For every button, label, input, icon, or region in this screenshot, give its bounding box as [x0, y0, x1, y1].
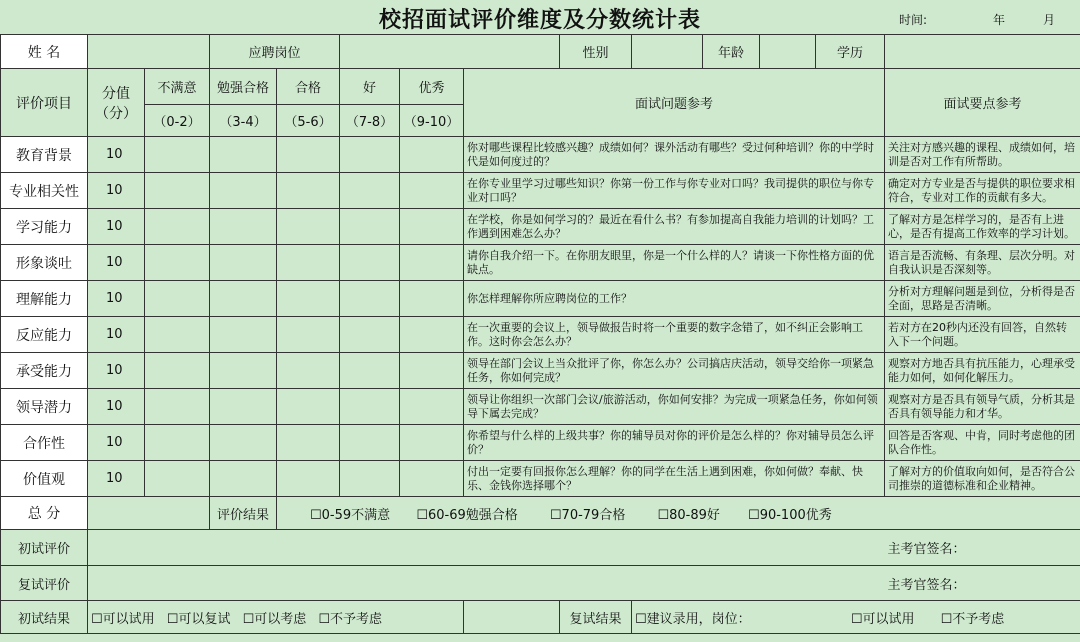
table-row: [1, 281, 1080, 317]
option-good[interactable]: ☐80-89好: [657, 507, 720, 523]
row-score: 10: [88, 425, 145, 461]
score-cell[interactable]: [400, 173, 464, 209]
score-cell[interactable]: [340, 425, 400, 461]
score-header: 分值（分）: [88, 69, 145, 137]
score-cell[interactable]: [400, 137, 464, 173]
score-cell[interactable]: [400, 461, 464, 497]
second-eval-label: 复试评价: [1, 566, 88, 601]
year-label: 年: [993, 13, 1006, 27]
score-cell[interactable]: [145, 137, 210, 173]
row-point: 关注对方感兴趣的课程、成绩如何，培训是否对工作有所帮助。: [885, 137, 1080, 173]
score-cell[interactable]: [145, 461, 210, 497]
good-header: 好: [340, 69, 400, 105]
score-cell[interactable]: [145, 317, 210, 353]
result-label: 评价结果: [210, 497, 277, 530]
score-cell[interactable]: [400, 317, 464, 353]
score-cell[interactable]: [145, 173, 210, 209]
row-score: 10: [88, 137, 145, 173]
score-cell[interactable]: [340, 209, 400, 245]
second-result-label: 复试结果: [560, 601, 632, 634]
row-score: 10: [88, 461, 145, 497]
spacer-cell: [464, 601, 560, 634]
row-point: 了解对方的价值取向如何，是否符合公司推崇的道德标准和企业精神。: [885, 461, 1080, 497]
table-row: [1, 425, 1080, 461]
score-cell[interactable]: [210, 137, 277, 173]
table-row: [1, 245, 1080, 281]
questions-header: 面试问题参考: [464, 69, 885, 137]
row-point: 语言是否流畅、有条理、层次分明。对自我认识是否深刻等。: [885, 245, 1080, 281]
range-2: （3-4）: [210, 105, 277, 137]
score-cell[interactable]: [400, 281, 464, 317]
info-row: [1, 35, 1080, 69]
option-trial[interactable]: ☐可以试用: [91, 611, 155, 627]
row-question: 你希望与什么样的上级共事？你的辅导员对你的评价是怎么样的？你对辅导员怎么评价？: [464, 425, 885, 461]
option-pass[interactable]: ☐70-79合格: [549, 507, 626, 523]
row-point: 观察对方地否具有抗压能力，心理承受能力如何，如何化解压力。: [885, 353, 1080, 389]
title-bar: [0, 0, 1080, 34]
row-question: 在学校，你是如何学习的？最近在看什么书？有参加提高自我能力培训的计划吗？工作遇到困难怎么办？: [464, 209, 885, 245]
score-cell[interactable]: [277, 209, 340, 245]
row-item: 理解能力: [1, 281, 88, 317]
row-score: 10: [88, 317, 145, 353]
score-cell[interactable]: [277, 281, 340, 317]
header-row-1: [1, 69, 1080, 105]
option-retest[interactable]: ☐可以复试: [166, 611, 231, 627]
row-question: 在一次重要的会议上，领导做报告时将一个重要的数字念错了，如不纠正会影响工作。这时你会怎么办？: [464, 317, 885, 353]
score-cell[interactable]: [210, 209, 277, 245]
item-header: 评价项目: [1, 69, 88, 137]
score-cell[interactable]: [210, 173, 277, 209]
score-cell[interactable]: [340, 137, 400, 173]
option-consider[interactable]: ☐可以考虑: [242, 611, 307, 627]
gender-field[interactable]: [632, 35, 703, 69]
row-score: 10: [88, 389, 145, 425]
row-question: 领导让你组织一次部门会议/旅游活动，你如何安排？为完成一项紧急任务，你如何领导下属去完成？: [464, 389, 885, 425]
row-point: 回答是否客观、中肯，同时考虑他的团队合作性。: [885, 425, 1080, 461]
unsat-header: 不满意: [145, 69, 210, 105]
row-question: 你怎样理解你所应聘岗位的工作？: [464, 281, 885, 317]
second-eval-field[interactable]: [88, 566, 885, 601]
score-cell[interactable]: [145, 281, 210, 317]
pass-header: 合格: [277, 69, 340, 105]
row-point: 若对方在20秒内还没有回答，自然转入下一个问题。: [885, 317, 1080, 353]
row-score: 10: [88, 353, 145, 389]
first-result-label: 初试结果: [1, 601, 88, 634]
position-field[interactable]: [340, 35, 560, 69]
row-item: 反应能力: [1, 317, 88, 353]
option-hire[interactable]: ☐建议录用，岗位：: [635, 611, 751, 627]
evaluation-table: [0, 34, 1080, 634]
score-cell[interactable]: [277, 425, 340, 461]
name-field[interactable]: [88, 35, 210, 69]
first-result-options: [88, 601, 464, 634]
range-5: （9-10）: [400, 105, 464, 137]
score-cell[interactable]: [210, 425, 277, 461]
row-item: 领导潜力: [1, 389, 88, 425]
result-options: [277, 497, 1080, 530]
score-cell[interactable]: [340, 245, 400, 281]
range-1: （0-2）: [145, 105, 210, 137]
score-cell[interactable]: [400, 209, 464, 245]
range-4: （7-8）: [340, 105, 400, 137]
row-item: 教育背景: [1, 137, 88, 173]
score-cell[interactable]: [210, 461, 277, 497]
score-cell[interactable]: [145, 353, 210, 389]
score-cell[interactable]: [400, 245, 464, 281]
total-field[interactable]: [88, 497, 210, 530]
score-cell[interactable]: [277, 461, 340, 497]
row-score: 10: [88, 281, 145, 317]
second-result-options: [632, 601, 1080, 634]
row-question: 你对哪些课程比较感兴趣？成绩如何？课外活动有哪些？受过何种培训？你的中学时代是如何度过的？: [464, 137, 885, 173]
row-point: 确定对方专业是否与提供的职位要求相符合，专业对工作的贡献有多大。: [885, 173, 1080, 209]
education-field[interactable]: [885, 35, 1080, 69]
row-question: 领导在部门会议上当众批评了你，你怎么办？公司搞店庆活动，领导交给你一项紧急任务，你如何完成？: [464, 353, 885, 389]
row-question: 在你专业里学习过哪些知识？你第一份工作与你专业对口吗？我司提供的职位与你专业对口吗？: [464, 173, 885, 209]
score-cell[interactable]: [340, 281, 400, 317]
score-cell[interactable]: [340, 173, 400, 209]
gender-label: 性别: [560, 35, 632, 69]
points-header: 面试要点参考: [885, 69, 1080, 137]
score-cell[interactable]: [145, 209, 210, 245]
barely-header: 勉强合格: [210, 69, 277, 105]
score-cell[interactable]: [340, 353, 400, 389]
score-cell[interactable]: [277, 389, 340, 425]
score-cell[interactable]: [400, 353, 464, 389]
age-field[interactable]: [760, 35, 816, 69]
score-cell[interactable]: [145, 425, 210, 461]
age-label: 年龄: [703, 35, 760, 69]
score-cell[interactable]: [210, 281, 277, 317]
score-cell[interactable]: [210, 245, 277, 281]
option-barely[interactable]: ☐60-69勉强合格: [416, 507, 518, 523]
education-label: 学历: [816, 35, 885, 69]
row-score: 10: [88, 173, 145, 209]
position-label: 应聘岗位: [210, 35, 340, 69]
score-cell[interactable]: [277, 137, 340, 173]
table-row: [1, 173, 1080, 209]
row-item: 承受能力: [1, 353, 88, 389]
score-cell[interactable]: [400, 389, 464, 425]
row-item: 合作性: [1, 425, 88, 461]
name-label: 姓 名: [1, 35, 88, 69]
row-item: 价值观: [1, 461, 88, 497]
table-row: [1, 317, 1080, 353]
score-cell[interactable]: [340, 461, 400, 497]
option-excellent[interactable]: ☐90-100优秀: [748, 507, 832, 523]
score-cell[interactable]: [210, 353, 277, 389]
table-row: [1, 209, 1080, 245]
score-cell[interactable]: [340, 389, 400, 425]
option-reject[interactable]: ☐不予考虑: [318, 611, 383, 627]
score-cell[interactable]: [277, 353, 340, 389]
row-item: 学习能力: [1, 209, 88, 245]
score-cell[interactable]: [145, 389, 210, 425]
second-eval-row: [1, 566, 1080, 601]
row-point: 观察对方是否具有领导气质，分析其是否具有领导能力和才华。: [885, 389, 1080, 425]
table-row: [1, 137, 1080, 173]
score-cell[interactable]: [210, 317, 277, 353]
first-eval-field[interactable]: [88, 530, 885, 566]
total-row: [1, 497, 1080, 530]
score-cell[interactable]: [145, 245, 210, 281]
table-row: [1, 389, 1080, 425]
first-eval-label: 初试评价: [1, 530, 88, 566]
table-row: [1, 461, 1080, 497]
score-cell[interactable]: [277, 317, 340, 353]
first-eval-row: [1, 530, 1080, 566]
row-score: 10: [88, 209, 145, 245]
row-score: 10: [88, 245, 145, 281]
range-3: （5-6）: [277, 105, 340, 137]
row-item: 专业相关性: [1, 173, 88, 209]
score-cell[interactable]: [210, 389, 277, 425]
form-title: 校招面试评价维度及分数统计表: [378, 7, 701, 33]
total-label: 总 分: [1, 497, 88, 530]
row-item: 形象谈吐: [1, 245, 88, 281]
row-question: 请你自我介绍一下。在你朋友眼里，你是一个什么样的人？请谈一下你性格方面的优缺点。: [464, 245, 885, 281]
second-eval-sign: 主考官签名：: [885, 566, 1080, 601]
time-label: 时间:: [899, 13, 928, 27]
score-cell[interactable]: [277, 245, 340, 281]
score-cell[interactable]: [400, 425, 464, 461]
result-row: [1, 601, 1080, 634]
row-point: 了解对方是怎样学习的，是否有上进心，是否有提高工作效率的学习计划。: [885, 209, 1080, 245]
table-row: [1, 353, 1080, 389]
score-cell[interactable]: [277, 173, 340, 209]
row-question: 付出一定要有回报你怎么理解？你的同学在生活上遇到困难，你如何做？奉献、快乐、金钱你选择哪个？: [464, 461, 885, 497]
option-trial-2[interactable]: ☐可以试用: [850, 611, 915, 627]
option-unsat[interactable]: ☐0-59不满意: [310, 507, 391, 523]
excellent-header: 优秀: [400, 69, 464, 105]
score-cell[interactable]: [340, 317, 400, 353]
option-reject-2[interactable]: ☐不予考虑: [940, 611, 1005, 627]
row-point: 分析对方理解问题是到位，分析得是否全面，思路是否清晰。: [885, 281, 1080, 317]
month-label: 月: [1043, 13, 1056, 27]
first-eval-sign: 主考官签名：: [885, 530, 1080, 566]
